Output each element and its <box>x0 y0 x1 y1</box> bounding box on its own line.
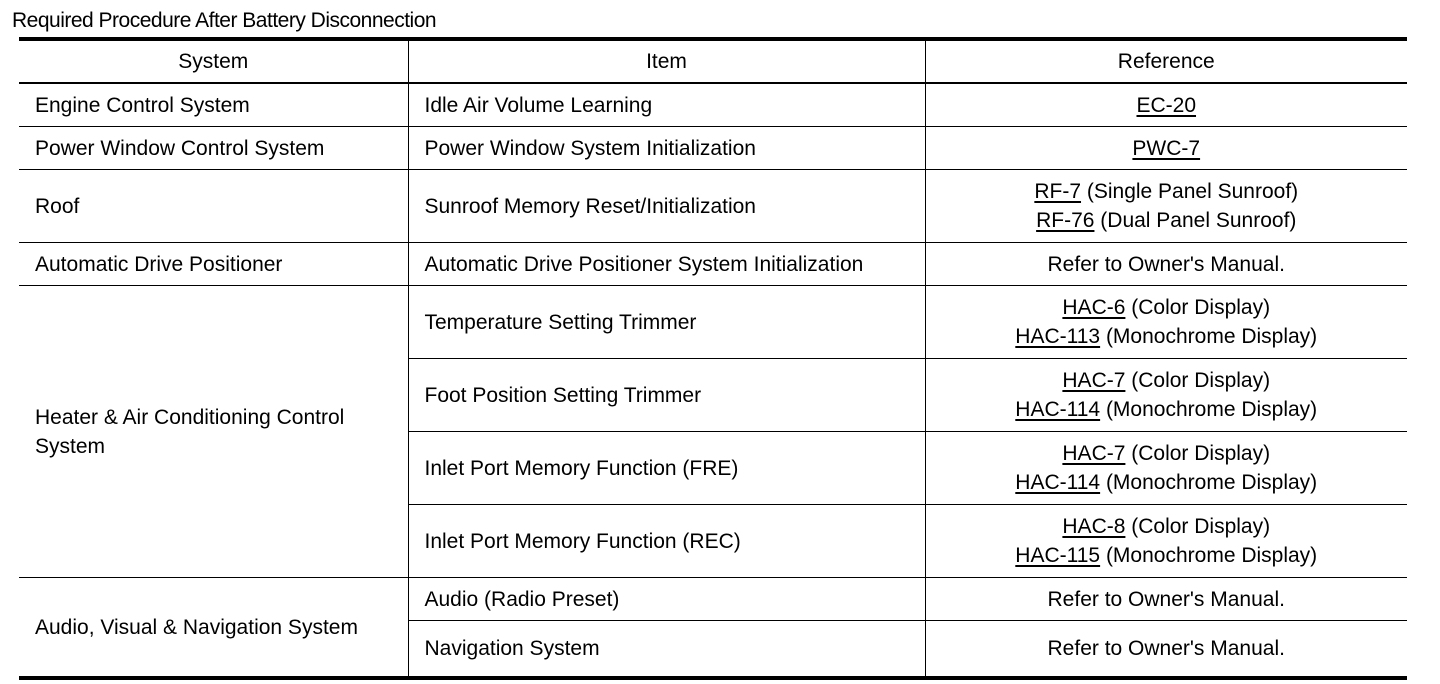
item-cell: Navigation System <box>408 621 925 679</box>
reference-cell <box>925 83 1407 127</box>
column-header-reference: Reference <box>925 39 1407 83</box>
reference-line <box>942 395 1392 424</box>
reference-link[interactable]: EC-20 <box>1136 93 1197 117</box>
reference-note: (Dual Panel Sunroof) <box>1094 209 1297 232</box>
table-row <box>19 243 1407 286</box>
reference-note: (Color Display) <box>1125 515 1271 538</box>
item-cell: Power Window System Initialization <box>408 127 925 170</box>
reference-link[interactable]: PWC-7 <box>1132 136 1201 160</box>
reference-cell <box>925 170 1407 243</box>
item-cell: Audio (Radio Preset) <box>408 578 925 621</box>
system-cell: Power Window Control System <box>19 127 408 170</box>
reference-cell: Refer to Owner's Manual. <box>925 243 1407 286</box>
reference-line <box>942 322 1392 351</box>
table-caption: Required Procedure After Battery Disconnection <box>12 9 437 32</box>
item-cell: Foot Position Setting Trimmer <box>408 359 925 432</box>
reference-line <box>942 177 1392 206</box>
reference-link[interactable]: RF-76 <box>1036 209 1095 232</box>
system-cell: Roof <box>19 170 408 243</box>
reference-note: (Monochrome Display) <box>1100 398 1318 421</box>
reference-note: (Color Display) <box>1125 296 1271 319</box>
system-cell: Audio, Visual & Navigation System <box>19 578 408 679</box>
reference-line <box>942 206 1392 235</box>
reference-line <box>942 134 1392 163</box>
reference-line <box>942 366 1392 395</box>
item-cell: Automatic Drive Positioner System Initialization <box>408 243 925 286</box>
reference-note: (Monochrome Display) <box>1100 325 1318 348</box>
item-cell: Idle Air Volume Learning <box>408 83 925 127</box>
table-row <box>19 127 1407 170</box>
reference-link[interactable]: HAC-7 <box>1062 442 1126 465</box>
reference-line <box>942 293 1392 322</box>
item-cell: Sunroof Memory Reset/Initialization <box>408 170 925 243</box>
item-cell: Inlet Port Memory Function (FRE) <box>408 432 925 505</box>
reference-cell: Refer to Owner's Manual. <box>925 621 1407 679</box>
column-header-system: System <box>19 39 408 83</box>
header-row <box>19 39 1407 83</box>
table-row <box>19 286 1407 359</box>
reference-link[interactable]: RF-7 <box>1034 180 1082 203</box>
system-cell: Heater & Air Conditioning Control System <box>19 286 408 578</box>
item-cell: Inlet Port Memory Function (REC) <box>408 505 925 578</box>
reference-cell <box>925 127 1407 170</box>
reference-link[interactable]: HAC-114 <box>1015 398 1101 421</box>
reference-link[interactable]: HAC-6 <box>1062 296 1126 319</box>
reference-link[interactable]: HAC-7 <box>1062 369 1126 392</box>
system-cell: Engine Control System <box>19 83 408 127</box>
reference-note: (Monochrome Display) <box>1100 544 1318 567</box>
reference-note: (Color Display) <box>1125 442 1271 465</box>
reference-line <box>942 439 1392 468</box>
reference-link[interactable]: HAC-115 <box>1015 544 1101 567</box>
reference-link[interactable]: HAC-113 <box>1015 325 1101 348</box>
table-row <box>19 170 1407 243</box>
reference-line <box>942 468 1392 497</box>
reference-cell <box>925 432 1407 505</box>
reference-line <box>942 541 1392 570</box>
reference-link[interactable]: HAC-114 <box>1015 471 1101 494</box>
reference-note: (Single Panel Sunroof) <box>1081 180 1299 203</box>
table-row <box>19 578 1407 621</box>
reference-note: (Color Display) <box>1125 369 1271 392</box>
reference-cell <box>925 286 1407 359</box>
procedure-table <box>19 37 1407 680</box>
reference-line <box>942 512 1392 541</box>
reference-link[interactable]: HAC-8 <box>1062 515 1126 538</box>
reference-cell <box>925 505 1407 578</box>
column-header-item: Item <box>408 39 925 83</box>
reference-line <box>942 91 1392 120</box>
reference-cell <box>925 359 1407 432</box>
reference-cell: Refer to Owner's Manual. <box>925 578 1407 621</box>
reference-note: (Monochrome Display) <box>1100 471 1318 494</box>
system-cell: Automatic Drive Positioner <box>19 243 408 286</box>
item-cell: Temperature Setting Trimmer <box>408 286 925 359</box>
table-row <box>19 83 1407 127</box>
